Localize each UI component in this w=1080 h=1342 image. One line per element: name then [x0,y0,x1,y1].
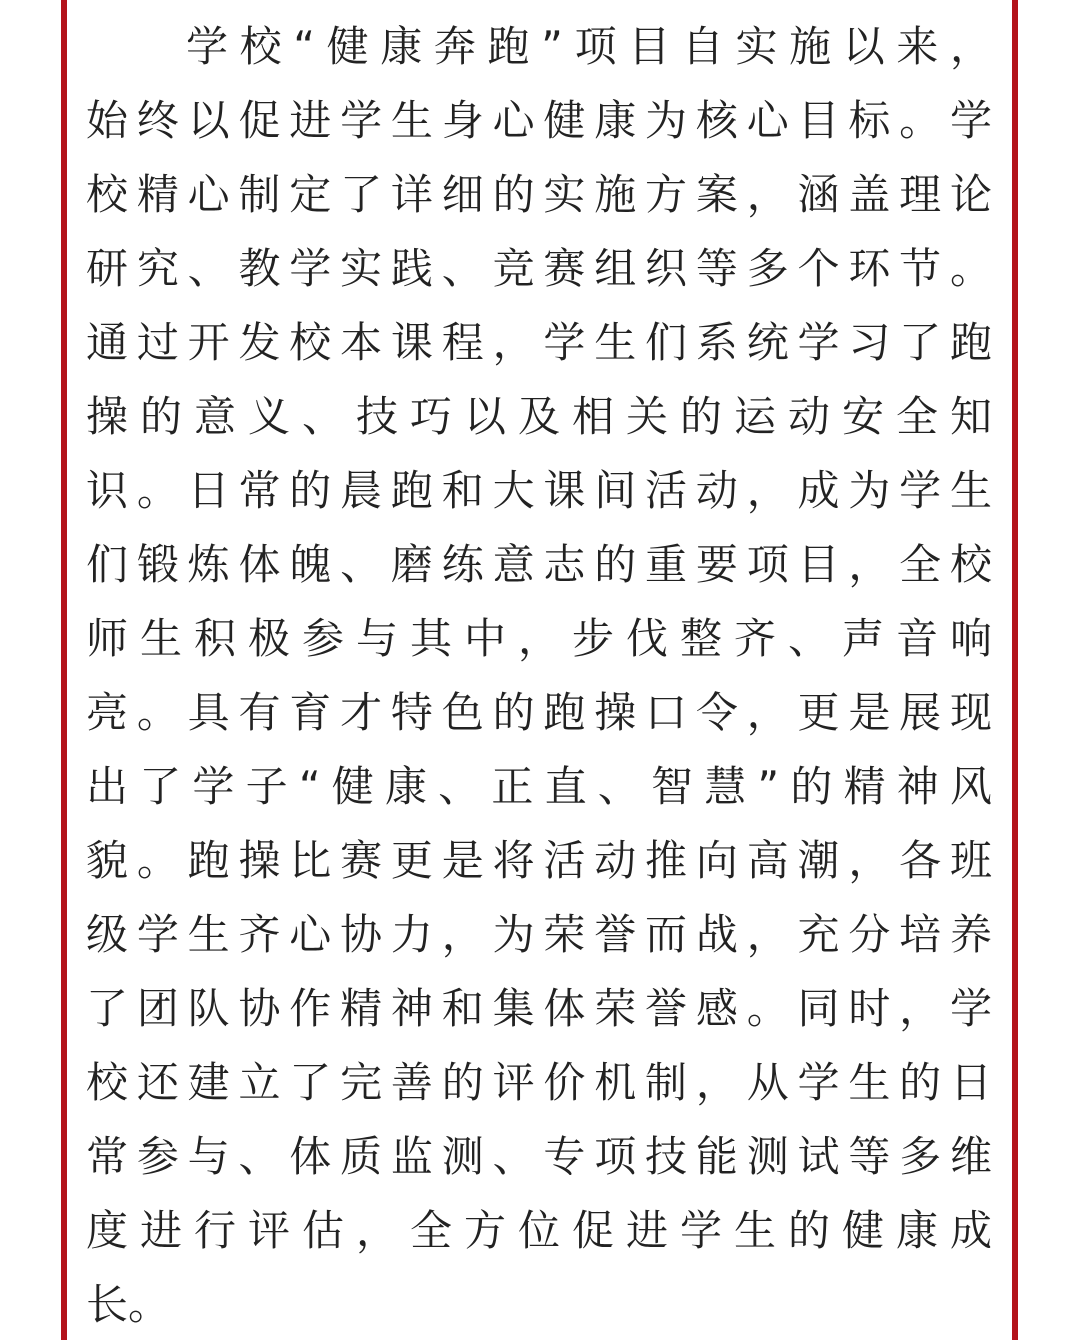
paragraph-line: 识。日常的晨跑和大课间活动，成为学生 [86,466,992,515]
article-paragraph [86,10,992,1342]
paragraph-line: 度进行评估，全方位促进学生的健康成 [86,1206,992,1255]
paragraph-line: 学校“健康奔跑”项目自实施以来， [186,22,992,71]
right-red-border [1012,0,1018,1340]
paragraph-line: 们锻炼体魄、磨练意志的重要项目，全校 [86,540,992,589]
paragraph-line: 始终以促进学生身心健康为核心目标。学 [86,96,992,145]
paragraph-line: 通过开发校本课程，学生们系统学习了跑 [86,318,992,367]
paragraph-line: 校还建立了完善的评价机制，从学生的日 [86,1058,992,1107]
paragraph-line: 常参与、体质监测、专项技能测试等多维 [86,1132,992,1181]
paragraph-line: 级学生齐心协力，为荣誉而战，充分培养 [86,910,992,959]
paragraph-line: 了团队协作精神和集体荣誉感。同时，学 [86,984,992,1033]
paragraph-line: 出了学子“健康、正直、智慧”的精神风 [86,762,992,811]
paragraph-line: 研究、教学实践、竞赛组织等多个环节。 [86,244,992,293]
paragraph-line: 亮。具有育才特色的跑操口令，更是展现 [86,688,992,737]
paragraph-line: 校精心制定了详细的实施方案，涵盖理论 [86,170,992,219]
left-red-border [61,0,67,1340]
paragraph-line: 貌。跑操比赛更是将活动推向高潮，各班 [86,836,992,885]
paragraph-line: 操的意义、技巧以及相关的运动安全知 [86,392,992,441]
paragraph-line: 师生积极参与其中，步伐整齐、声音响 [86,614,992,663]
paragraph-line: 长。 [86,1280,171,1329]
